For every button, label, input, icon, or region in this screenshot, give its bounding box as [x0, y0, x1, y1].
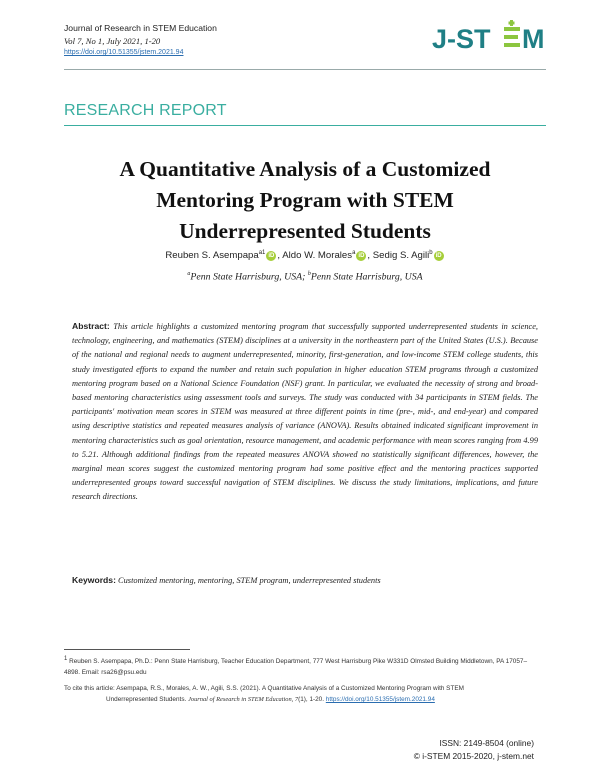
- abstract-text: This article highlights a customized mentoring program that successfully supported underrepresented students in science, technology, engineering, and mathematics (STEM) disciplines at a university in the northeastern part of the United States (U.S.). Because of the national and regional needs to augment underrepresented, minority, first-generation, and low-income STEM college students, this study investigated efforts to expand the number and retain such population in higher education STEM programs through a customized mentoring program based on a National Science Foundation (NSF) grant. In particular, we evaluated the necessity of strong and broad-based mentoring characteristics using assessment tools and surveys. The study was conducted with 34 participants in STEM fields. The participants' motivation mean scores in STEM was measured at three different points in time (pre-, mid-, and end-year) and compared using descriptive statistics and repeated measures analysis of variance (ANOVA). Results obtained indicated significant improvement in mentoring characteristics such as goal orientation, resource management, and academic performance with mean scores ranging from 4.99 to 5.21. Although additional findings from the repeated measures ANOVA showed no statistically significant differences, however, the marginal mean scores suggest the customized mentoring program had some positive effect and the mentoring practices supported underrepresented groups toward successful navigation of STEM disciplines. We discuss the study limitations, implications, and future research directions.: [72, 322, 538, 502]
- title-line-2: Mentoring Program with STEM: [156, 188, 454, 212]
- citation-cont: Underrepresented Students.: [106, 696, 187, 703]
- header-divider: [64, 69, 546, 70]
- logo-e-mark: [504, 20, 520, 47]
- author-name: Sedig S. Agili: [372, 250, 430, 262]
- author-list: Reuben S. Asempapa$^{a1}$ iD , Aldo W. Morales$^a$ iD , Sedig S. Agili$^b$ iD: [165, 250, 442, 262]
- author-sup: b: [429, 250, 433, 256]
- citation-journal: Journal of Research in STEM Education, 7: [188, 696, 299, 703]
- author-sup: a1: [258, 250, 266, 256]
- orcid-icon[interactable]: iD: [358, 252, 365, 259]
- issn-block: [414, 737, 534, 763]
- logo-text-right: M: [522, 24, 545, 54]
- author-name: Reuben S. Asempapa: [165, 250, 259, 262]
- affil-sup-a: a: [187, 271, 191, 277]
- keywords: [72, 574, 538, 587]
- section-label: RESEARCH REPORT: [64, 102, 227, 119]
- orcid-icon[interactable]: iD: [268, 252, 275, 259]
- title-line-3: Underrepresented Students: [179, 219, 431, 243]
- affil-a: Penn State Harrisburg, USA;: [190, 271, 306, 283]
- footnote-divider: [64, 649, 190, 650]
- author-sup: a: [352, 250, 356, 256]
- affil-sup-b: b: [307, 271, 311, 277]
- citation-doi-link[interactable]: https://doi.org/10.51355/jstem.2021.94: [325, 696, 435, 703]
- doi-link[interactable]: https://doi.org/10.51355/jstem.2021.94: [64, 49, 184, 56]
- issn-line: ISSN: 2149-8504 (online): [439, 738, 534, 748]
- footnote: [64, 654, 540, 678]
- logo-text-left: J-ST: [432, 24, 491, 54]
- footnote-sup: 1: [64, 656, 68, 662]
- affil-b: Penn State Harrisburg, USA: [310, 271, 423, 283]
- citation-lead: To cite this article: Asempapa, R.S., Morales, A. W., Agili, S.S. (2021). A Quantitative Analysis of a Customized Mentoring Program with STEM: [64, 685, 464, 692]
- citation-issue: (1), 1-20.: [298, 696, 325, 703]
- volume-line: Vol 7, No 1, July 2021, 1-20: [64, 36, 161, 46]
- citation: [64, 683, 540, 705]
- footnote-text: Reuben S. Asempapa, Ph.D.: Penn State Harrisburg, Teacher Education Department, 777 West Harrisburg Pike W331D Olmsted Building Middletown, PA 17057–4898. Email: rsa26@psu.edu: [64, 658, 528, 677]
- jstem-logo: [430, 18, 546, 58]
- keywords-label: Keywords:: [72, 575, 116, 585]
- orcid-icon[interactable]: iD: [435, 252, 442, 259]
- affiliations: [64, 271, 546, 282]
- keywords-text: Customized mentoring, mentoring, STEM program, underrepresented students: [118, 576, 381, 585]
- paper-title: [64, 154, 546, 247]
- section-divider: [64, 125, 546, 126]
- abstract: [72, 319, 538, 505]
- author-name: Aldo W. Morales: [282, 250, 353, 262]
- journal-name: Journal of Research in STEM Education: [64, 23, 217, 33]
- abstract-label: Abstract:: [72, 321, 110, 331]
- copyright-line: © i-STEM 2015-2020, j-stem.net: [413, 751, 534, 761]
- title-line-1: A Quantitative Analysis of a Customized: [119, 157, 491, 181]
